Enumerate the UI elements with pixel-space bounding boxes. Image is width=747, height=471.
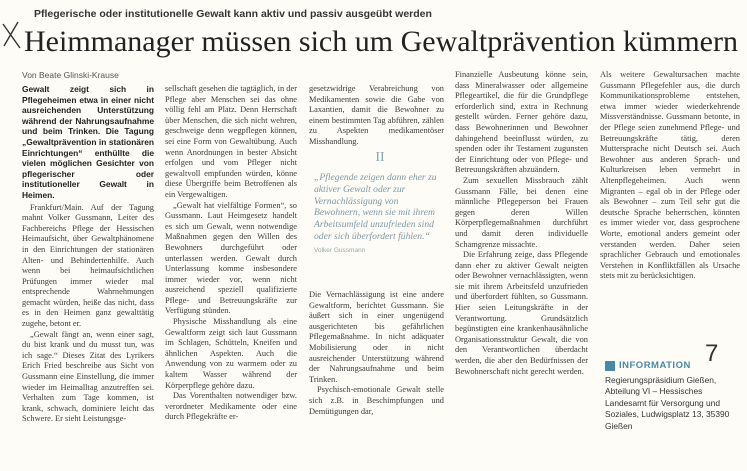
pull-quote-attribution: Volker Gussmann [314, 246, 366, 254]
paragraph: Zum sexuellen Missbrauch zählt Gussmann Fälle, bei denen eine männliche Pflegeperson bei Frauen gegen deren Willen Körperpflegemaßnahmen durchführt und damit deren individuelle Schamgrenze missachte. [455, 175, 588, 249]
article-headline: Heimmanager müssen sich um Gewaltprävention kümmern [24, 25, 738, 58]
article-byline: Von Beate Glinski-Krause [22, 70, 119, 80]
pen-mark-icon [0, 18, 26, 52]
column-1 [22, 84, 154, 464]
handwritten-page-marker: 7 [705, 340, 719, 367]
info-heading-text: INFORMATION [619, 360, 691, 371]
paragraph: „Gewalt fängt an, wenn einer sagt, du bist krank und du musst tun, was ich sage.“ Dieses Zitat des Lyrikers Erich Fried beschreibe aus Sicht von Gussmann eine Einstellung, die immer wieder im Heimalltag anzutreffen sei. Verhalten zum Tage kommen, ist krank, schwach, dominiere leicht das Schwere. Er sieht Leistungsge- [22, 329, 154, 424]
info-square-icon [605, 361, 615, 371]
paragraph: Frankfurt/Main. Auf der Tagung mahnt Volker Gussmann, Leiter des Fachbereichs Pflege der Hessischen Heimaufsicht, über Gewaltphänomene in den Einrichtungen der stationären Alten- und Behindertenhilfe. Auch wenn bei heimaufsichtlichen Prüfungen immer wieder mal entsprechende Wahrnehmungen gemacht würden, heiße das nicht, dass es in den Heimen ganz gewalttätig zugehe, betont er. [22, 202, 154, 329]
paragraph: gesetzwidrige Verabreichung von Medikamenten sowie die Gabe von Laxantien, damit die Bewohner zu einem bestimmten Tag abführen, zählen zu Aspekten medikamentöser Misshandlung. [309, 84, 444, 146]
column-2 [165, 84, 297, 464]
quote-mark-icon: II [375, 150, 385, 165]
column-5 [600, 70, 740, 358]
pull-quote [314, 150, 446, 280]
paragraph: Die Erfahrung zeige, dass Pflegende dann eher zu aktiver Gewalt neigten oder Bewohner vernachlässigten, wenn sie mit ihrem Arbeitsfeld unzufrieden und überfordert fühlten, so Gussmann. Hier seien Leitungskräfte in der Verantwortung. Grundsätzlich begünstigten eine krankenhausähnliche Organisationsstruktur Gewalt, die von den Verantwortlichen überdacht werden, die aber den Bedürfnissen der Bewohnerschaft nicht gerecht werden. [455, 250, 588, 376]
pull-quote-text: „Pflegende zeigen dann eher zu aktiver Gewalt oder zur Vernachlässigung von Bewohnern, wenn sie mit ihrem Arbeitsumfeld unzufrieden sind oder sich überfordert fühlen.“ [314, 172, 437, 242]
paragraph: Finanzielle Ausbeutung könne sein, dass Mineralwasser oder allgemeine Pflegeartikel, die für die Grundpflege erforderlich sind, extra in Rechnung gestellt würden. Ferner gehöre dazu, dass Bewohnerinnen und Bewohner dahingehend beeinflusst würden, zu spenden oder ihr Testament zugunsten der Einrichtung oder von Pflege- und Betreuungskräften abzuändern. [455, 70, 588, 175]
paragraph: sellschaft gesehen die tagtäglich, in der Pflege aber Menschen sei das ohne völlig fehl am Platz. Denn Herrschaft über Menschen, die sich nicht wehren, geschweige denn wegpflegen können, sei eine Form von Gewaltübung. Auch wenn Anordnungen in bester Absicht erfolgen und vom Pfleger nicht gewaltvoll empfunden würden, könne diese Übergriffe beim Betroffenen als ein Vergewaltigen. [165, 84, 297, 199]
article-kicker: Pflegerische oder institutionelle Gewalt kann aktiv und passiv ausgeübt werden [34, 8, 432, 20]
info-heading [605, 360, 743, 371]
paragraph: Psychisch-emotionale Gewalt stelle sich z.B. in Beschimpfungen und Demütigungen dar, [309, 385, 444, 416]
column-3-bottom [309, 290, 444, 465]
info-box [605, 360, 743, 470]
paragraph: Die Vernachlässigung ist eine andere Gewaltform, berichtet Gussmann. Sie äußert sich in einer ungenügend ausgerichteten bis gefährlichen Pflegemaßnahme. In nicht adäquater Mobilisierung oder in nicht ausreichender Unterstützung während der Nahrungsaufnahme und beim Trinken. [309, 290, 444, 384]
column-4 [455, 70, 588, 450]
lead-paragraph: Gewalt zeigt sich in Pflegeheimen etwa in einer nicht ausreichenden Unterstützung während der Nahrungsaufnahme und beim Trinken. Die Tagung „Gewaltprävention in stationären Einrichtungen“ enthüllte die vielen möglichen Gesichter von pflegerischer oder institutioneller Gewalt in Heimen. [22, 84, 154, 200]
paragraph: Das Vorenthalten notwendiger bzw. verordneter Medikamente oder eine durch Pflegekräfte er- [165, 391, 297, 422]
column-3-top [309, 84, 444, 146]
paragraph: Physische Misshandlung als eine Gewaltform zeigt sich laut Gussmann im Schlagen, Schütteln, Kneifen und ähnlichen Aspekten. Auch die Anwendung von zu warmem oder zu kaltem Wasser während der Körperpflege gehöre dazu. [165, 317, 297, 390]
paragraph: Als weitere Gewaltursachen machte Gussmann Pflegefehler aus, die durch Kommunikationsprobleme entstehen, etwa immer wieder wiederkehrende Missverständnisse. Gussmann betonte, in der Pflege seien zunehmend Pflege- und Betreuungskräfte tätig, deren Muttersprache nicht Deutsch sei. Auch Bewohner aus anderen Sprach- und Kulturkreisen leben vermehrt in Altenpflegeheimen. Auch wenn Migranten – egal ob in der Pflege oder als Bewohner – zum Teil sehr gut die deutsche Sprache beherrschen, könnten es immer wieder vor, dass gesprochene Worte, emotional anders gemeint oder verstanden werden. Daher seien sprachlicher Gebrauch und emotionales Verstehen in Konfliktfällen als Ursache stets mit zu berücksichtigen. [600, 70, 740, 281]
paragraph: „Gewalt hat vielfältige Formen“, so Gussmann. Laut Heimgesetz handelt es sich um Gewalt, wenn notwendige Maßnahmen gegen den Willen des Bewohners durchgeführt oder unterlassen werden. Gewalt durch Unterlassung komme insbesondere immer wieder vor, wenn nicht ausreichend speziell qualifizierte Pflege- und Betreuungskräfte zur Verfügung stünden. [165, 200, 297, 316]
info-address: Regierungspräsidium Gießen, Abteilung VI – Hessisches Landesamt für Versorgung und Soziales, Ludwigsplatz 13, 35390 Gießen [605, 375, 730, 431]
